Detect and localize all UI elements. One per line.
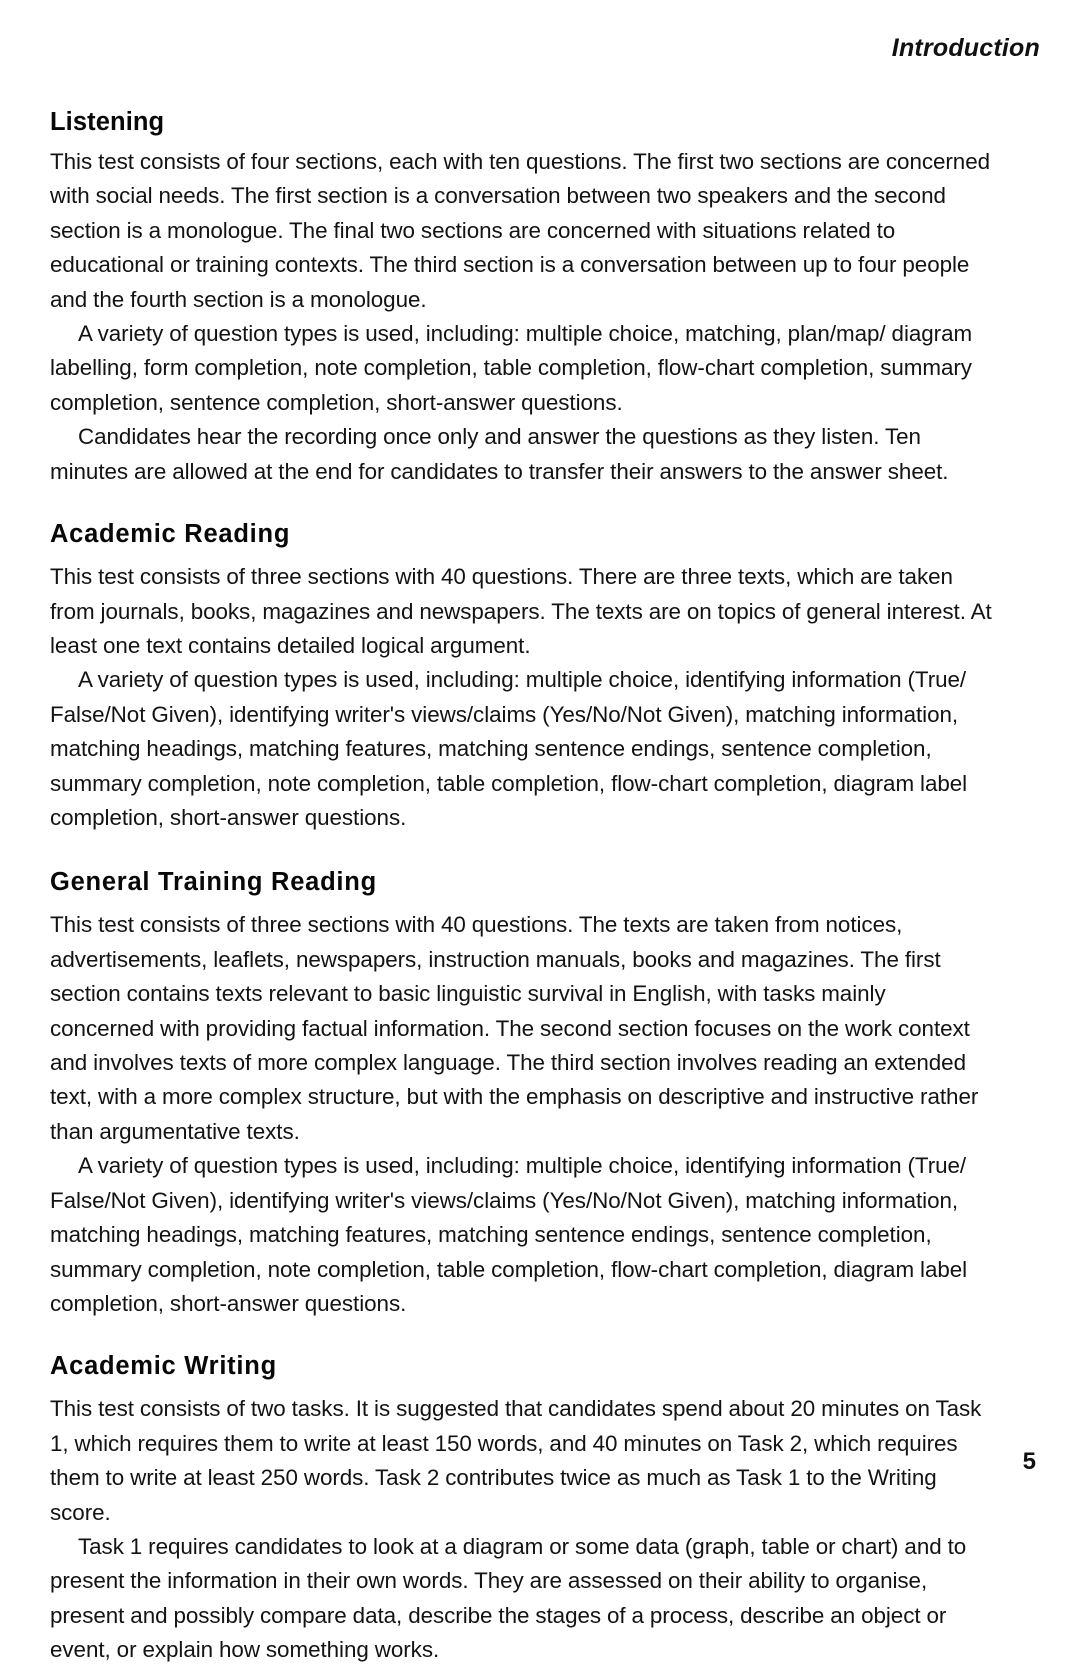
paragraph: A variety of question types is used, including: multiple choice, identifying information (True/ False/Not Given), identifying writer's views/claims (Yes/No/Not Given), matching information, matching headings, matching features, matching sentence endings, sentence completion, summary completion, note completion, table completion, flow-chart completion, diagram label completion, short-answer questions. bbox=[50, 667, 968, 830]
paragraph: This test consists of four sections, each with ten questions. The first two sections are concerned with social needs. The first section is a conversation between two speakers and the second section is a monologue. The final two sections are concerned with situations related to educational or training contexts. The third section is a conversation between up to four people and the fourth section is a monologue. bbox=[50, 149, 991, 312]
section-academic-reading bbox=[50, 520, 992, 835]
section-heading-academic-writing: Academic Writing bbox=[50, 1352, 277, 1381]
section-heading-academic-reading: Academic Reading bbox=[50, 520, 291, 549]
paragraph: This test consists of two tasks. It is suggested that candidates spend about 20 minutes on Task 1, which requires them to write at least 150 words, and 40 minutes on Task 2, which requires them to write at least 250 words. Task 2 contributes twice as much as Task 1 to the Writing score. bbox=[50, 1396, 982, 1525]
paragraph: A variety of question types is used, including: multiple choice, identifying information (True/ False/Not Given), identifying writer's views/claims (Yes/No/Not Given), matching information, matching headings, matching features, matching sentence endings, sentence completion, summary completion, note completion, table completion, flow-chart completion, diagram label completion, short-answer questions. bbox=[50, 1153, 968, 1316]
section-heading-listening: Listening bbox=[50, 108, 165, 136]
section-heading-general-training-reading: General Training Reading bbox=[50, 868, 377, 897]
paragraph: Task 1 requires candidates to look at a diagram or some data (graph, table or chart) and to present the information in their own words. They are assessed on their ability to organise, present and possibly compare data, describe the stages of a process, describe an object or event, or explain how something works. bbox=[50, 1534, 967, 1663]
paragraph: A variety of question types is used, including: multiple choice, matching, plan/map/ diagram labelling, form completion, note completion, table completion, flow-chart completion, summary completion, sentence completion, short-answer questions. bbox=[50, 321, 973, 415]
section-academic-writing bbox=[50, 1352, 992, 1667]
section-general-training-reading bbox=[50, 868, 992, 1321]
page-number: 5 bbox=[1022, 1448, 1036, 1475]
body-column bbox=[50, 108, 992, 1668]
paragraph: This test consists of three sections with 40 questions. The texts are taken from notices, advertisements, leaflets, newspapers, instruction manuals, books and magazines. The first section contains texts relevant to basic linguistic survival in English, with tasks mainly concerned with providing factual information. The second section focuses on the work context and involves texts of more complex language. The third section involves reading an extended text, with a more complex structure, but with the emphasis on descriptive and instructive rather than argumentative texts. bbox=[50, 912, 979, 1144]
paragraph: This test consists of three sections with 40 questions. There are three texts, which are taken from journals, books, magazines and newspapers. The texts are on topics of general interest. At least one text contains detailed logical argument. bbox=[50, 564, 992, 658]
running-head: Introduction bbox=[891, 34, 1040, 62]
paragraph: Candidates hear the recording once only and answer the questions as they listen. Ten minutes are allowed at the end for candidates to transfer their answers to the answer sheet. bbox=[50, 424, 949, 484]
section-listening bbox=[50, 108, 992, 489]
